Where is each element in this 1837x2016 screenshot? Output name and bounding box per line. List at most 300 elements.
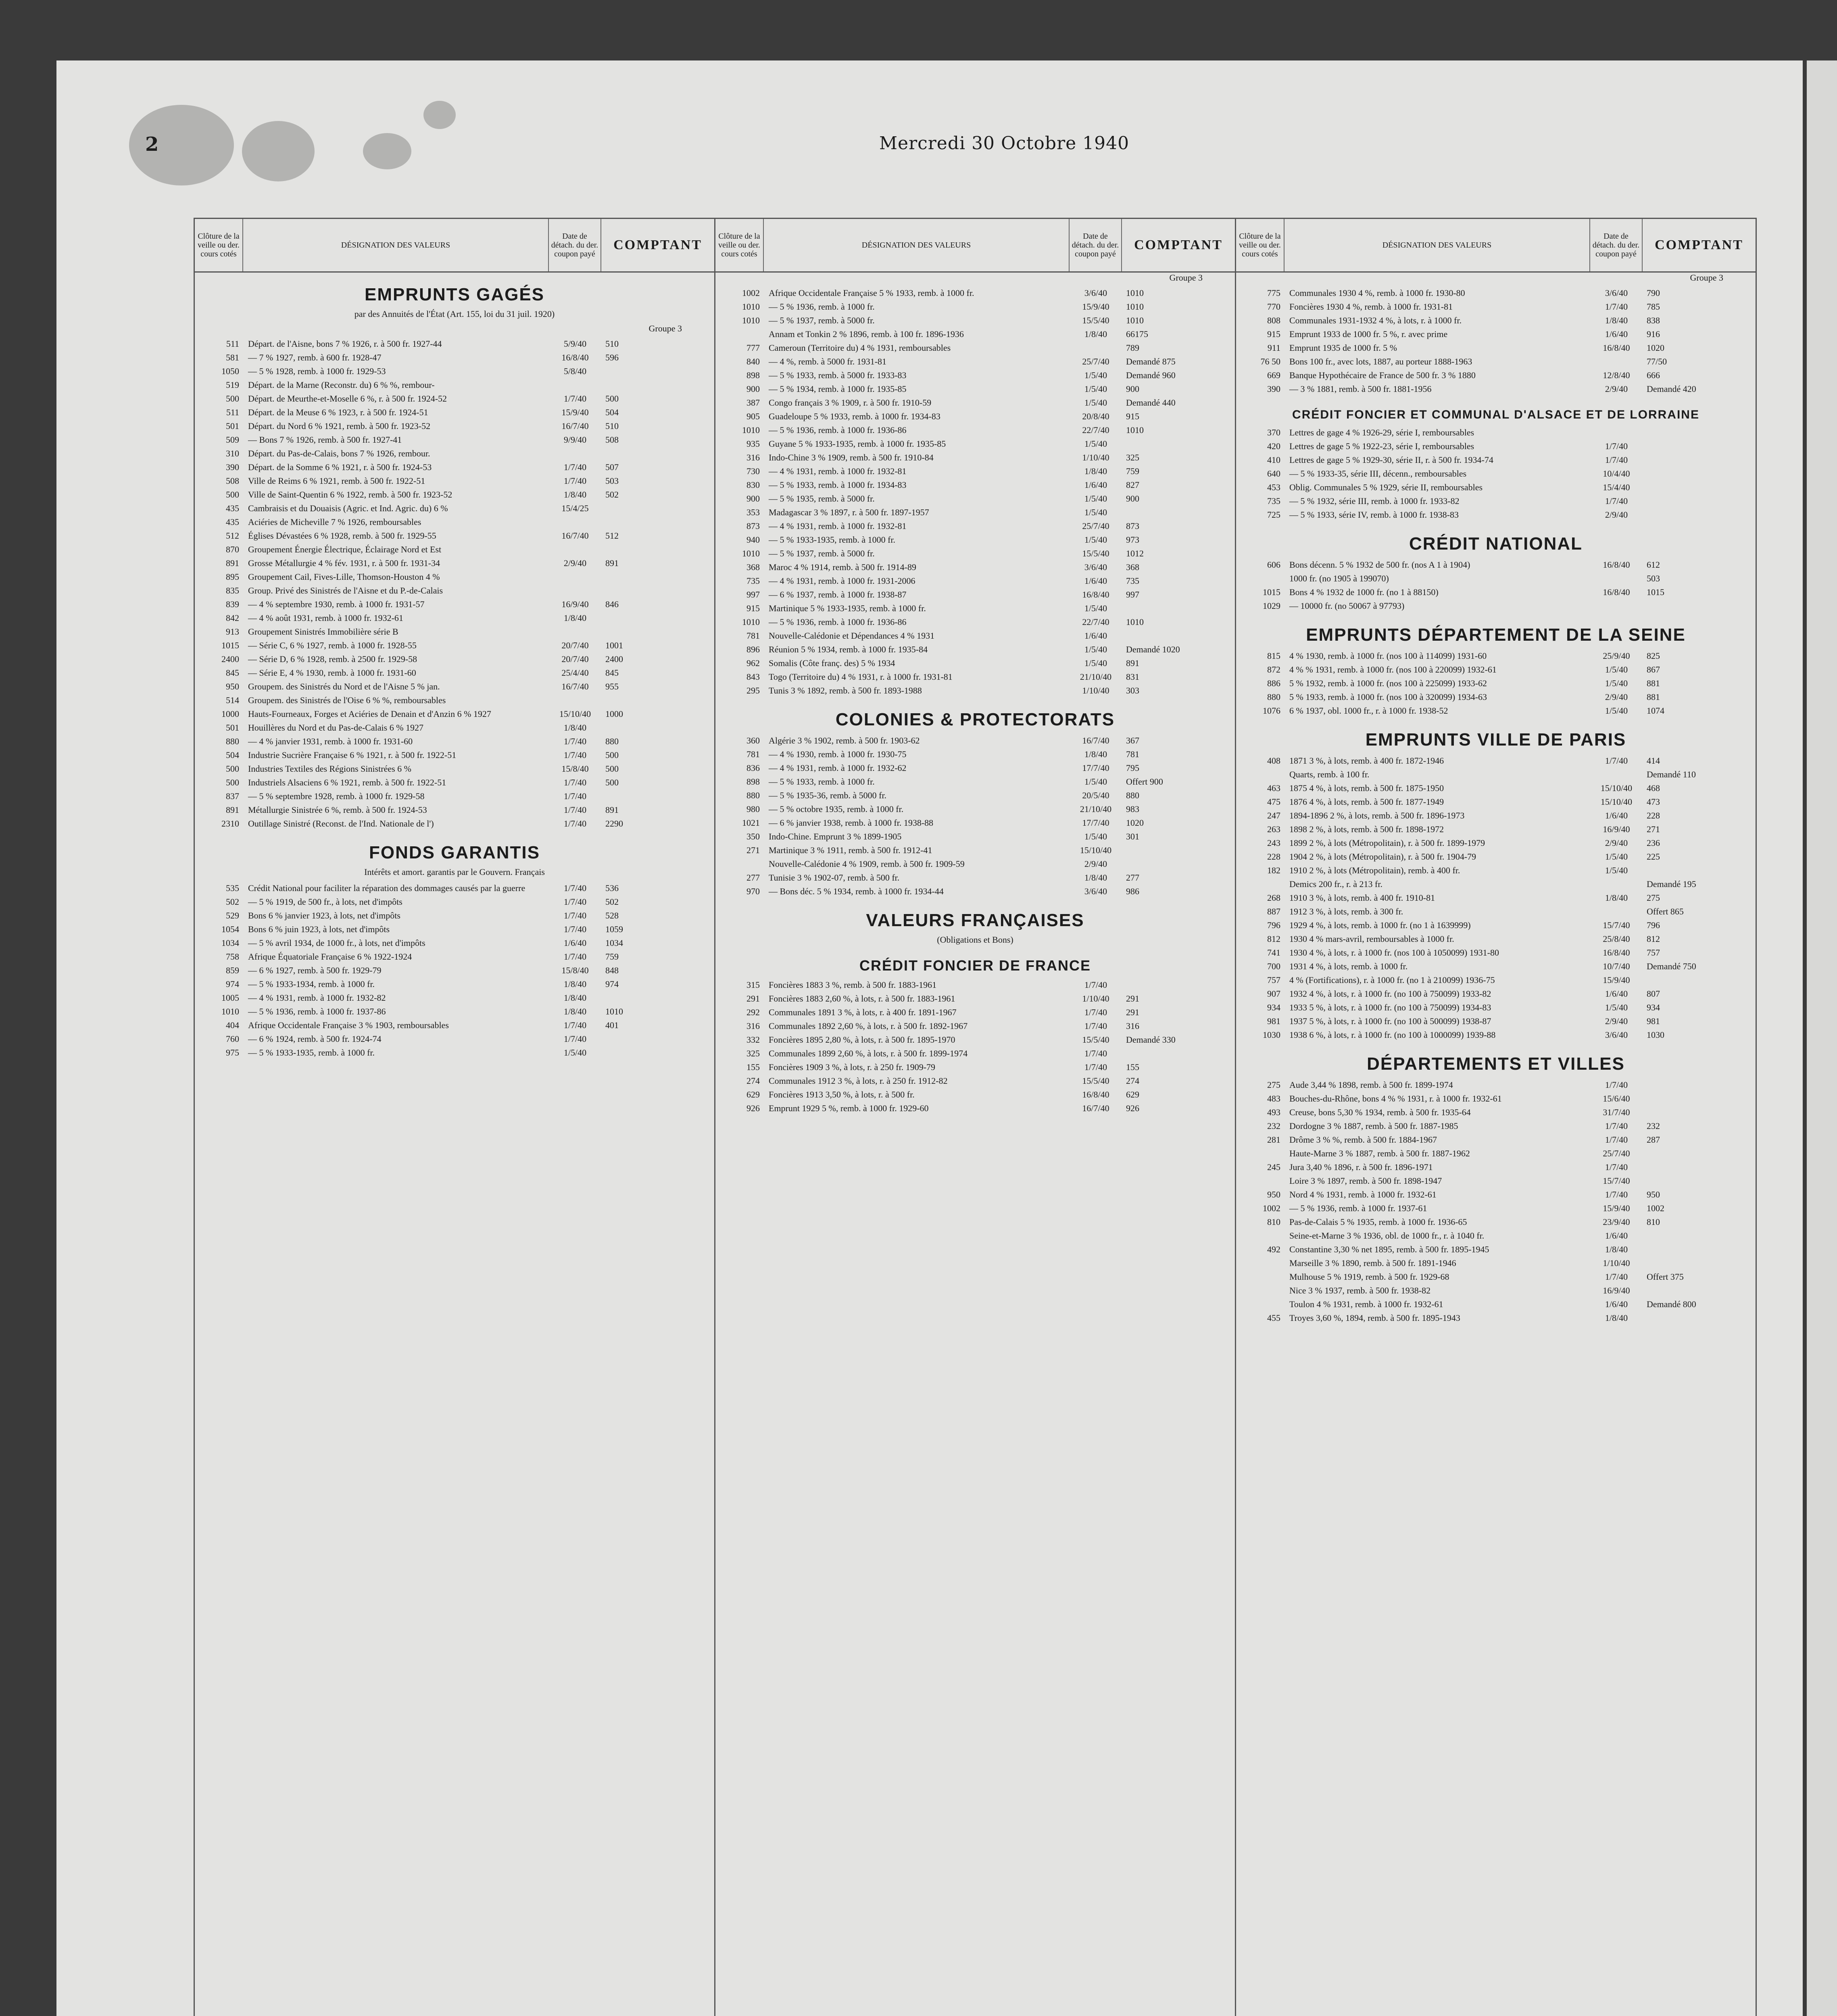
coupon-date-cell: 3/6/40	[1084, 886, 1107, 896]
section-subtitle: par des Annuités de l'État (Art. 155, loi du 31 juil. 1920)	[354, 309, 555, 319]
listing-row	[715, 992, 1235, 1006]
listing-row	[195, 337, 714, 351]
listing-row	[195, 570, 714, 584]
header-designation: DÉSIGNATION DES VALEURS	[764, 219, 1070, 271]
designation-cell: — 5 % 1933-1934, remb. à 1000 fr.	[248, 979, 375, 989]
section-subtitle: Intérêts et amort. garantis par le Gouvern. Français	[364, 867, 545, 877]
rows	[1236, 286, 1756, 396]
listing-row	[1236, 558, 1756, 572]
designation-cell: 1930 4 % mars-avril, remboursables à 1000 fr.	[1289, 934, 1454, 944]
listing-table	[194, 218, 1757, 2016]
listing-row	[715, 1047, 1235, 1060]
listing-row	[1236, 1078, 1756, 1092]
comptant-cell: 236	[1647, 838, 1660, 848]
comptant-cell: 612	[1647, 560, 1660, 570]
coupon-date-cell: 3/6/40	[1084, 288, 1107, 298]
comptant-cell: 507	[605, 462, 619, 472]
listing-row	[195, 611, 714, 625]
listing-row	[1236, 1215, 1756, 1229]
comptant-cell: 880	[1126, 790, 1139, 800]
designation-cell: Bons décenn. 5 % 1932 de 500 fr. (nos A 1 à 1904)	[1289, 560, 1470, 570]
listing-row	[715, 761, 1235, 775]
comptant-cell: 973	[1126, 535, 1139, 545]
cloture-cell: 1076	[1263, 706, 1280, 716]
column-body	[195, 273, 714, 2016]
coupon-date-cell: 1/7/40	[1605, 1121, 1628, 1131]
listing-row	[195, 694, 714, 707]
coupon-date-cell: 1/8/40	[1084, 466, 1107, 476]
designation-cell: 1937 5 %, à lots, r. à 1000 fr. (no 100 à 500099) 1938-87	[1289, 1016, 1491, 1026]
designation-cell: Quarts, remb. à 100 fr.	[1289, 769, 1370, 779]
cloture-cell: 760	[226, 1034, 239, 1044]
listing-row	[1236, 973, 1756, 987]
cloture-cell: 859	[226, 965, 239, 975]
groupe-label: Groupe 3	[1690, 273, 1723, 283]
coupon-date-cell: 1/7/40	[1084, 1048, 1107, 1058]
listing-row	[1236, 1092, 1756, 1106]
cloture-cell: 1000	[221, 709, 239, 719]
listing-row	[715, 286, 1235, 300]
coupon-date-cell	[1590, 572, 1643, 585]
comptant-cell: 1074	[1647, 706, 1664, 716]
cloture-cell: 155	[746, 1062, 760, 1072]
listing-row	[195, 666, 714, 680]
comptant-cell: 414	[1647, 756, 1660, 766]
cloture-cell: 873	[746, 521, 760, 531]
designation-cell: Communales 1930 4 %, remb. à 1000 fr. 1930-80	[1289, 288, 1465, 298]
comptant-cell: 795	[1126, 763, 1139, 773]
comptant-cell: 2400	[605, 654, 623, 664]
listing-row	[1236, 1188, 1756, 1202]
listing-row	[1236, 946, 1756, 960]
listing-row	[715, 1074, 1235, 1088]
cloture-cell: 1005	[221, 993, 239, 1003]
page-title: Mercredi 30 Octobre 1940	[879, 133, 1130, 154]
coupon-date-cell: 1/7/40	[1605, 1162, 1628, 1172]
coupon-date-cell: 20/5/40	[1082, 790, 1109, 800]
cloture-cell: 891	[226, 558, 239, 568]
cloture-cell: 492	[1267, 1244, 1280, 1254]
cloture-cell: 880	[226, 736, 239, 746]
comptant-cell: 845	[605, 668, 619, 678]
comptant-cell: 950	[1647, 1189, 1660, 1200]
designation-cell: — 4 % 1931, remb. à 1000 fr. 1931-2006	[769, 576, 915, 586]
designation-cell: Madagascar 3 % 1897, r. à 500 fr. 1897-1957	[769, 507, 929, 517]
cloture-cell: 1030	[1263, 1030, 1280, 1040]
cloture-cell: 1021	[742, 818, 760, 828]
comptant-cell: Demandé 195	[1647, 879, 1696, 889]
comptant-cell: 916	[1647, 329, 1660, 339]
comptant-cell: 735	[1126, 576, 1139, 586]
cloture-cell: 842	[226, 613, 239, 623]
listing-row	[715, 684, 1235, 698]
designation-cell: 1929 4 %, à lots, remb. à 1000 fr. (no 1 à 1639999)	[1289, 920, 1471, 930]
rows	[715, 286, 1235, 698]
cloture-cell: 725	[1267, 510, 1280, 520]
designation-cell: Tunisie 3 % 1902-07, remb. à 500 fr.	[769, 873, 900, 883]
listing-row	[195, 1018, 714, 1032]
comptant-cell: 934	[1647, 1002, 1660, 1012]
listing-row	[1236, 987, 1756, 1001]
cloture-cell	[1236, 1297, 1284, 1311]
listing-row	[1236, 453, 1756, 467]
listing-row	[195, 351, 714, 364]
cloture-cell: 757	[1267, 975, 1280, 985]
rows	[1236, 754, 1756, 1042]
designation-cell: — 5 % 1933-35, série III, décenn., remboursables	[1289, 469, 1467, 479]
cloture-cell: 475	[1267, 797, 1280, 807]
coupon-date-cell: 1/8/40	[1084, 329, 1107, 339]
coupon-date-cell: 1/7/40	[563, 1020, 587, 1030]
cloture-cell: 1050	[221, 366, 239, 376]
designation-cell: Départ. de la Marne (Reconstr. du) 6 % %, rembour-	[248, 380, 435, 390]
comptant-cell	[1643, 481, 1756, 494]
comptant-cell: 880	[605, 736, 619, 746]
designation-cell: Pas-de-Calais 5 % 1935, remb. à 1000 fr. 1936-65	[1289, 1217, 1467, 1227]
cloture-cell: 900	[746, 384, 760, 394]
comptant-cell: 303	[1126, 685, 1139, 696]
listing-row	[1236, 426, 1756, 439]
cloture-cell: 500	[226, 777, 239, 787]
designation-cell: Bons 6 % juin 1923, à lots, net d'impôts	[248, 924, 390, 934]
listing-row	[1236, 1174, 1756, 1188]
comptant-cell: Demandé 800	[1647, 1299, 1696, 1309]
coupon-date-cell: 1/5/40	[1084, 658, 1107, 668]
rows	[1236, 649, 1756, 718]
coupon-date-cell: 1/7/40	[1605, 1080, 1628, 1090]
designation-cell: Églises Dévastées 6 % 1928, remb. à 500 fr. 1929-55	[248, 531, 436, 541]
listing-row	[715, 885, 1235, 898]
comptant-cell	[1643, 508, 1756, 522]
listing-row	[195, 1032, 714, 1046]
coupon-date-cell: 1/8/40	[1605, 315, 1628, 325]
designation-cell: 1930 4 %, à lots, r. à 1000 fr. (nos 100 à 1050099) 1931-80	[1289, 948, 1499, 958]
listing-row	[715, 802, 1235, 816]
cloture-cell	[1236, 1284, 1284, 1297]
coupon-date-cell: 15/5/40	[1082, 1076, 1109, 1086]
section-title: EMPRUNTS VILLE DE PARIS	[1365, 730, 1626, 750]
comptant-cell	[1122, 629, 1235, 643]
cloture-cell: 870	[226, 544, 239, 554]
designation-cell: 1932 4 %, à lots, r. à 1000 fr. (no 100 à 750099) 1933-82	[1289, 989, 1491, 999]
coupon-date-cell: 3/6/40	[1084, 562, 1107, 572]
cloture-cell: 453	[1267, 482, 1280, 492]
coupon-date-cell: 1/7/40	[563, 750, 587, 760]
listing-row	[1236, 960, 1756, 973]
comptant-cell: 274	[1126, 1076, 1139, 1086]
coupon-date-cell: 1/10/40	[1603, 1258, 1630, 1268]
coupon-date-cell	[1590, 426, 1643, 439]
listing-row	[195, 936, 714, 950]
listing-row	[1236, 599, 1756, 613]
comptant-cell: 666	[1647, 370, 1660, 380]
designation-cell: Communales 1891 3 %, à lots, r. à 400 fr. 1891-1967	[769, 1007, 957, 1017]
comptant-cell	[601, 515, 714, 529]
coupon-date-cell: 16/7/40	[1082, 1103, 1109, 1113]
comptant-cell: 1010	[605, 1006, 623, 1016]
comptant-cell	[1122, 857, 1235, 871]
coupon-date-cell: 1/5/40	[1084, 398, 1107, 408]
listing-row	[1236, 677, 1756, 690]
cloture-cell: 1029	[1263, 601, 1280, 611]
cloture-cell: 835	[226, 585, 239, 596]
designation-cell: Nouvelle-Calédonie et Dépendances 4 % 1931	[769, 631, 935, 641]
designation-cell: Demics 200 fr., r. à 213 fr.	[1289, 879, 1382, 889]
comptant-cell	[601, 584, 714, 598]
designation-cell: — 4 % 1931, remb. à 1000 fr. 1932-82	[248, 993, 386, 1003]
designation-cell: Outillage Sinistré (Reconst. de l'Ind. Nationale de l')	[248, 818, 434, 829]
coupon-date-cell	[1590, 905, 1643, 918]
designation-cell: — 5 % 1936, remb. à 1000 fr. 1937-86	[248, 1006, 386, 1016]
listing-row	[715, 341, 1235, 355]
comptant-cell: 981	[1647, 1016, 1660, 1026]
designation-cell: Groupement Cail, Fives-Lille, Thomson-Houston 4 %	[248, 572, 440, 582]
coupon-date-cell: 2/9/40	[1605, 838, 1628, 848]
listing-row	[195, 817, 714, 831]
cloture-cell: 310	[226, 448, 239, 458]
designation-cell: Lettres de gage 5 % 1929-30, série II, r. à 500 fr. 1934-74	[1289, 455, 1493, 465]
comptant-cell: 155	[1126, 1062, 1139, 1072]
comptant-cell	[601, 1046, 714, 1060]
coupon-date-cell	[549, 447, 601, 460]
designation-cell: Départ. de la Somme 6 % 1921, r. à 500 fr. 1924-53	[248, 462, 432, 472]
listing-row	[715, 816, 1235, 830]
comptant-cell: 1034	[605, 938, 623, 948]
coupon-date-cell: 1/8/40	[1605, 1244, 1628, 1254]
listing-row	[715, 300, 1235, 314]
cloture-cell: 700	[1267, 961, 1280, 971]
cloture-cell: 887	[1267, 906, 1280, 916]
header-designation: DÉSIGNATION DES VALEURS	[243, 219, 549, 271]
comptant-cell: 287	[1647, 1135, 1660, 1145]
comptant-cell	[1643, 1174, 1756, 1188]
coupon-date-cell: 16/7/40	[1082, 735, 1109, 746]
cloture-cell: 934	[1267, 1002, 1280, 1012]
designation-cell: — 6 % 1937, remb. à 1000 fr. 1938-87	[769, 589, 907, 600]
coupon-date-cell: 21/10/40	[1080, 804, 1112, 814]
comptant-cell: 291	[1126, 993, 1139, 1004]
designation-cell: Cambraisis et du Douaisis (Agric. et Ind. Agric. du) 6 %	[248, 503, 448, 513]
designation-cell: 1894-1896 2 %, à lots, remb. à 500 fr. 1896-1973	[1289, 810, 1465, 821]
listing-row	[195, 447, 714, 460]
comptant-cell: 473	[1647, 797, 1660, 807]
coupon-date-cell: 1/6/40	[1605, 1231, 1628, 1241]
cloture-cell: 228	[1267, 852, 1280, 862]
coupon-date-cell: 2/9/40	[563, 558, 587, 568]
comptant-cell	[1643, 1147, 1756, 1160]
coupon-date-cell: 2/9/40	[1605, 384, 1628, 394]
column-header	[1236, 219, 1756, 273]
listing-row	[715, 602, 1235, 615]
header-date: Date de détach. du der. coupon payé	[1070, 219, 1122, 271]
designation-cell: Crédit National pour faciliter la réparation des dommages causés par la guerre	[248, 883, 525, 893]
coupon-date-cell: 20/8/40	[1082, 411, 1109, 421]
comptant-cell: 757	[1647, 948, 1660, 958]
cloture-cell: 896	[746, 644, 760, 654]
listing-row	[715, 410, 1235, 423]
listing-row	[195, 991, 714, 1005]
comptant-cell: 891	[605, 558, 619, 568]
comptant-cell: 831	[1126, 672, 1139, 682]
cloture-cell: 509	[226, 435, 239, 445]
cloture-cell: 911	[1267, 343, 1280, 353]
coupon-date-cell: 1/8/40	[1605, 893, 1628, 903]
coupon-date-cell: 1/5/40	[1084, 535, 1107, 545]
coupon-date-cell: 22/7/40	[1082, 425, 1109, 435]
cloture-cell: 370	[1267, 427, 1280, 437]
comptant-cell: 510	[605, 421, 619, 431]
coupon-date-cell: 1/7/40	[563, 910, 587, 921]
designation-cell: — 4 % 1931, remb. à 1000 fr. 1932-81	[769, 466, 907, 476]
coupon-date-cell: 1/8/40	[563, 723, 587, 733]
coupon-date-cell: 1/7/40	[1084, 980, 1107, 990]
coupon-date-cell: 1/5/40	[1084, 507, 1107, 517]
column-body	[715, 273, 1235, 2016]
listing-row	[715, 437, 1235, 451]
cloture-cell: 940	[746, 535, 760, 545]
listing-row	[715, 629, 1235, 643]
designation-cell: Groupem. des Sinistrés du Nord et de l'Aisne 5 % jan.	[248, 681, 440, 691]
comptant-cell	[1643, 1284, 1756, 1297]
designation-cell: Banque Hypothécaire de France de 500 fr. 3 % 1880	[1289, 370, 1476, 380]
listing-row	[195, 776, 714, 789]
cloture-cell: 581	[226, 352, 239, 362]
cloture-cell: 775	[1267, 288, 1280, 298]
designation-cell: 1933 5 %, à lots, r. à 1000 fr. (no 100 à 750099) 1934-83	[1289, 1002, 1491, 1012]
cloture-cell: 232	[1267, 1121, 1280, 1131]
listing-row	[715, 670, 1235, 684]
designation-cell: Drôme 3 % %, remb. à 500 fr. 1884-1967	[1289, 1135, 1437, 1145]
listing-row	[195, 789, 714, 803]
cloture-cell: 455	[1267, 1313, 1280, 1323]
cloture-cell: 810	[1267, 1217, 1280, 1227]
designation-cell: — 5 % 1935-36, remb. à 5000 fr.	[769, 790, 887, 800]
comptant-cell: Demandé 875	[1126, 356, 1176, 367]
cloture-cell: 410	[1267, 455, 1280, 465]
comptant-cell: 1010	[1126, 315, 1144, 325]
designation-cell: Foncières 1909 3 %, à lots, r. à 250 fr. 1909-79	[769, 1062, 936, 1072]
coupon-date-cell: 2/9/40	[1605, 692, 1628, 702]
page-number: 2	[145, 133, 159, 156]
designation-cell: Communales 1931-1932 4 %, à lots, r. à 1000 fr.	[1289, 315, 1462, 325]
header-date: Date de détach. du der. coupon payé	[1590, 219, 1643, 271]
designation-cell: Bons 100 fr., avec lots, 1887, au porteur 1888-1963	[1289, 356, 1472, 367]
cloture-cell: 353	[746, 507, 760, 517]
comptant-cell: 1059	[605, 924, 623, 934]
designation-cell: — 5 % 1933, série IV, remb. à 1000 fr. 1938-83	[1289, 510, 1459, 520]
listing-row	[715, 547, 1235, 560]
coupon-date-cell: 25/4/40	[561, 668, 589, 678]
listing-row	[1236, 1311, 1756, 1325]
comptant-cell	[601, 694, 714, 707]
coupon-date-cell: 15/10/40	[1600, 783, 1633, 793]
coupon-date-cell: 1/10/40	[1082, 452, 1109, 462]
designation-cell: — 5 % avril 1934, de 1000 fr., à lots, net d'impôts	[248, 938, 425, 948]
coupon-date-cell: 16/8/40	[1082, 589, 1109, 600]
coupon-date-cell: 15/5/40	[1082, 315, 1109, 325]
cloture-cell: 1034	[221, 938, 239, 948]
designation-cell: Afrique Occidentale Française 5 % 1933, remb. à 1000 fr.	[769, 288, 974, 298]
cloture-cell: 508	[226, 476, 239, 486]
comptant-cell	[1643, 1243, 1756, 1256]
designation-cell: Indo-Chine 3 % 1909, remb. à 500 fr. 1910-84	[769, 452, 934, 462]
designation-cell: 4 % (Fortifications), r. à 1000 fr. (no 1 à 210099) 1936-75	[1289, 975, 1495, 985]
comptant-cell	[1643, 599, 1756, 613]
listing-row	[1236, 795, 1756, 809]
designation-cell: — Bons déc. 5 % 1934, remb. à 1000 fr. 1934-44	[769, 886, 944, 896]
comptant-cell: Demandé 420	[1647, 384, 1696, 394]
comptant-cell: 1030	[1647, 1030, 1664, 1040]
cloture-cell: 669	[1267, 370, 1280, 380]
cloture-cell: 735	[1267, 496, 1280, 506]
cloture-cell: 913	[226, 627, 239, 637]
comptant-cell	[1643, 1160, 1756, 1174]
coupon-date-cell: 1/5/40	[1605, 678, 1628, 688]
listing-row	[195, 680, 714, 694]
listing-row	[1236, 286, 1756, 300]
designation-cell: Cameroun (Territoire du) 4 % 1931, remboursables	[769, 343, 951, 353]
designation-cell: 1000 fr. (no 1905 à 199070)	[1289, 573, 1389, 583]
cloture-cell: 435	[226, 503, 239, 513]
cloture-cell: 332	[746, 1035, 760, 1045]
listing-row	[1236, 1133, 1756, 1147]
designation-cell: — 5 % 1936, remb. à 1000 fr.	[769, 302, 875, 312]
comptant-cell: 983	[1126, 804, 1139, 814]
section-title: EMPRUNTS GAGÉS	[364, 285, 545, 304]
listing-row	[195, 502, 714, 515]
coupon-date-cell: 1/5/40	[1084, 370, 1107, 380]
cloture-cell: 243	[1267, 838, 1280, 848]
comptant-cell: 316	[1126, 1021, 1139, 1031]
cloture-cell: 880	[746, 790, 760, 800]
cloture-cell: 292	[746, 1007, 760, 1017]
listing-row	[715, 656, 1235, 670]
cloture-cell: 493	[1267, 1107, 1280, 1117]
cloture-cell: 325	[746, 1048, 760, 1058]
listing-row	[1236, 809, 1756, 823]
cloture-cell: 502	[226, 897, 239, 907]
coupon-date-cell: 20/7/40	[561, 654, 589, 664]
coupon-date-cell	[549, 625, 601, 639]
coupon-date-cell: 10/7/40	[1603, 961, 1630, 971]
coupon-date-cell: 1/5/40	[1605, 852, 1628, 862]
designation-cell: Groupement Énergie Électrique, Éclairage Nord et Est	[248, 544, 442, 554]
groupe-label: Groupe 3	[1169, 273, 1203, 283]
listing-row	[1236, 1001, 1756, 1014]
listing-row	[1236, 864, 1756, 877]
listing-row	[715, 314, 1235, 327]
cloture-cell: 808	[1267, 315, 1280, 325]
listing-row	[195, 721, 714, 735]
listing-row	[195, 378, 714, 392]
cloture-cell: 76 50	[1260, 356, 1280, 367]
cloture-cell: 950	[226, 681, 239, 691]
coupon-date-cell: 1/5/40	[1084, 494, 1107, 504]
coupon-date-cell: 1/5/40	[1605, 706, 1628, 716]
designation-cell: — 5 % 1919, de 500 fr., à lots, net d'impôts	[248, 897, 402, 907]
header-comptant: COMPTANT	[613, 237, 702, 253]
comptant-cell: 1015	[1647, 587, 1664, 597]
listing-row	[1236, 382, 1756, 396]
cloture-cell	[1236, 768, 1284, 781]
comptant-cell	[1643, 1078, 1756, 1092]
coupon-date-cell	[549, 378, 601, 392]
listing-row	[195, 419, 714, 433]
coupon-date-cell: 10/4/40	[1603, 469, 1630, 479]
designation-cell: Nice 3 % 1937, remb. à 500 fr. 1938-82	[1289, 1285, 1431, 1295]
coupon-date-cell: 1/7/40	[563, 952, 587, 962]
designation-cell: — 5 % septembre 1928, remb. à 1000 fr. 1929-58	[248, 791, 425, 801]
